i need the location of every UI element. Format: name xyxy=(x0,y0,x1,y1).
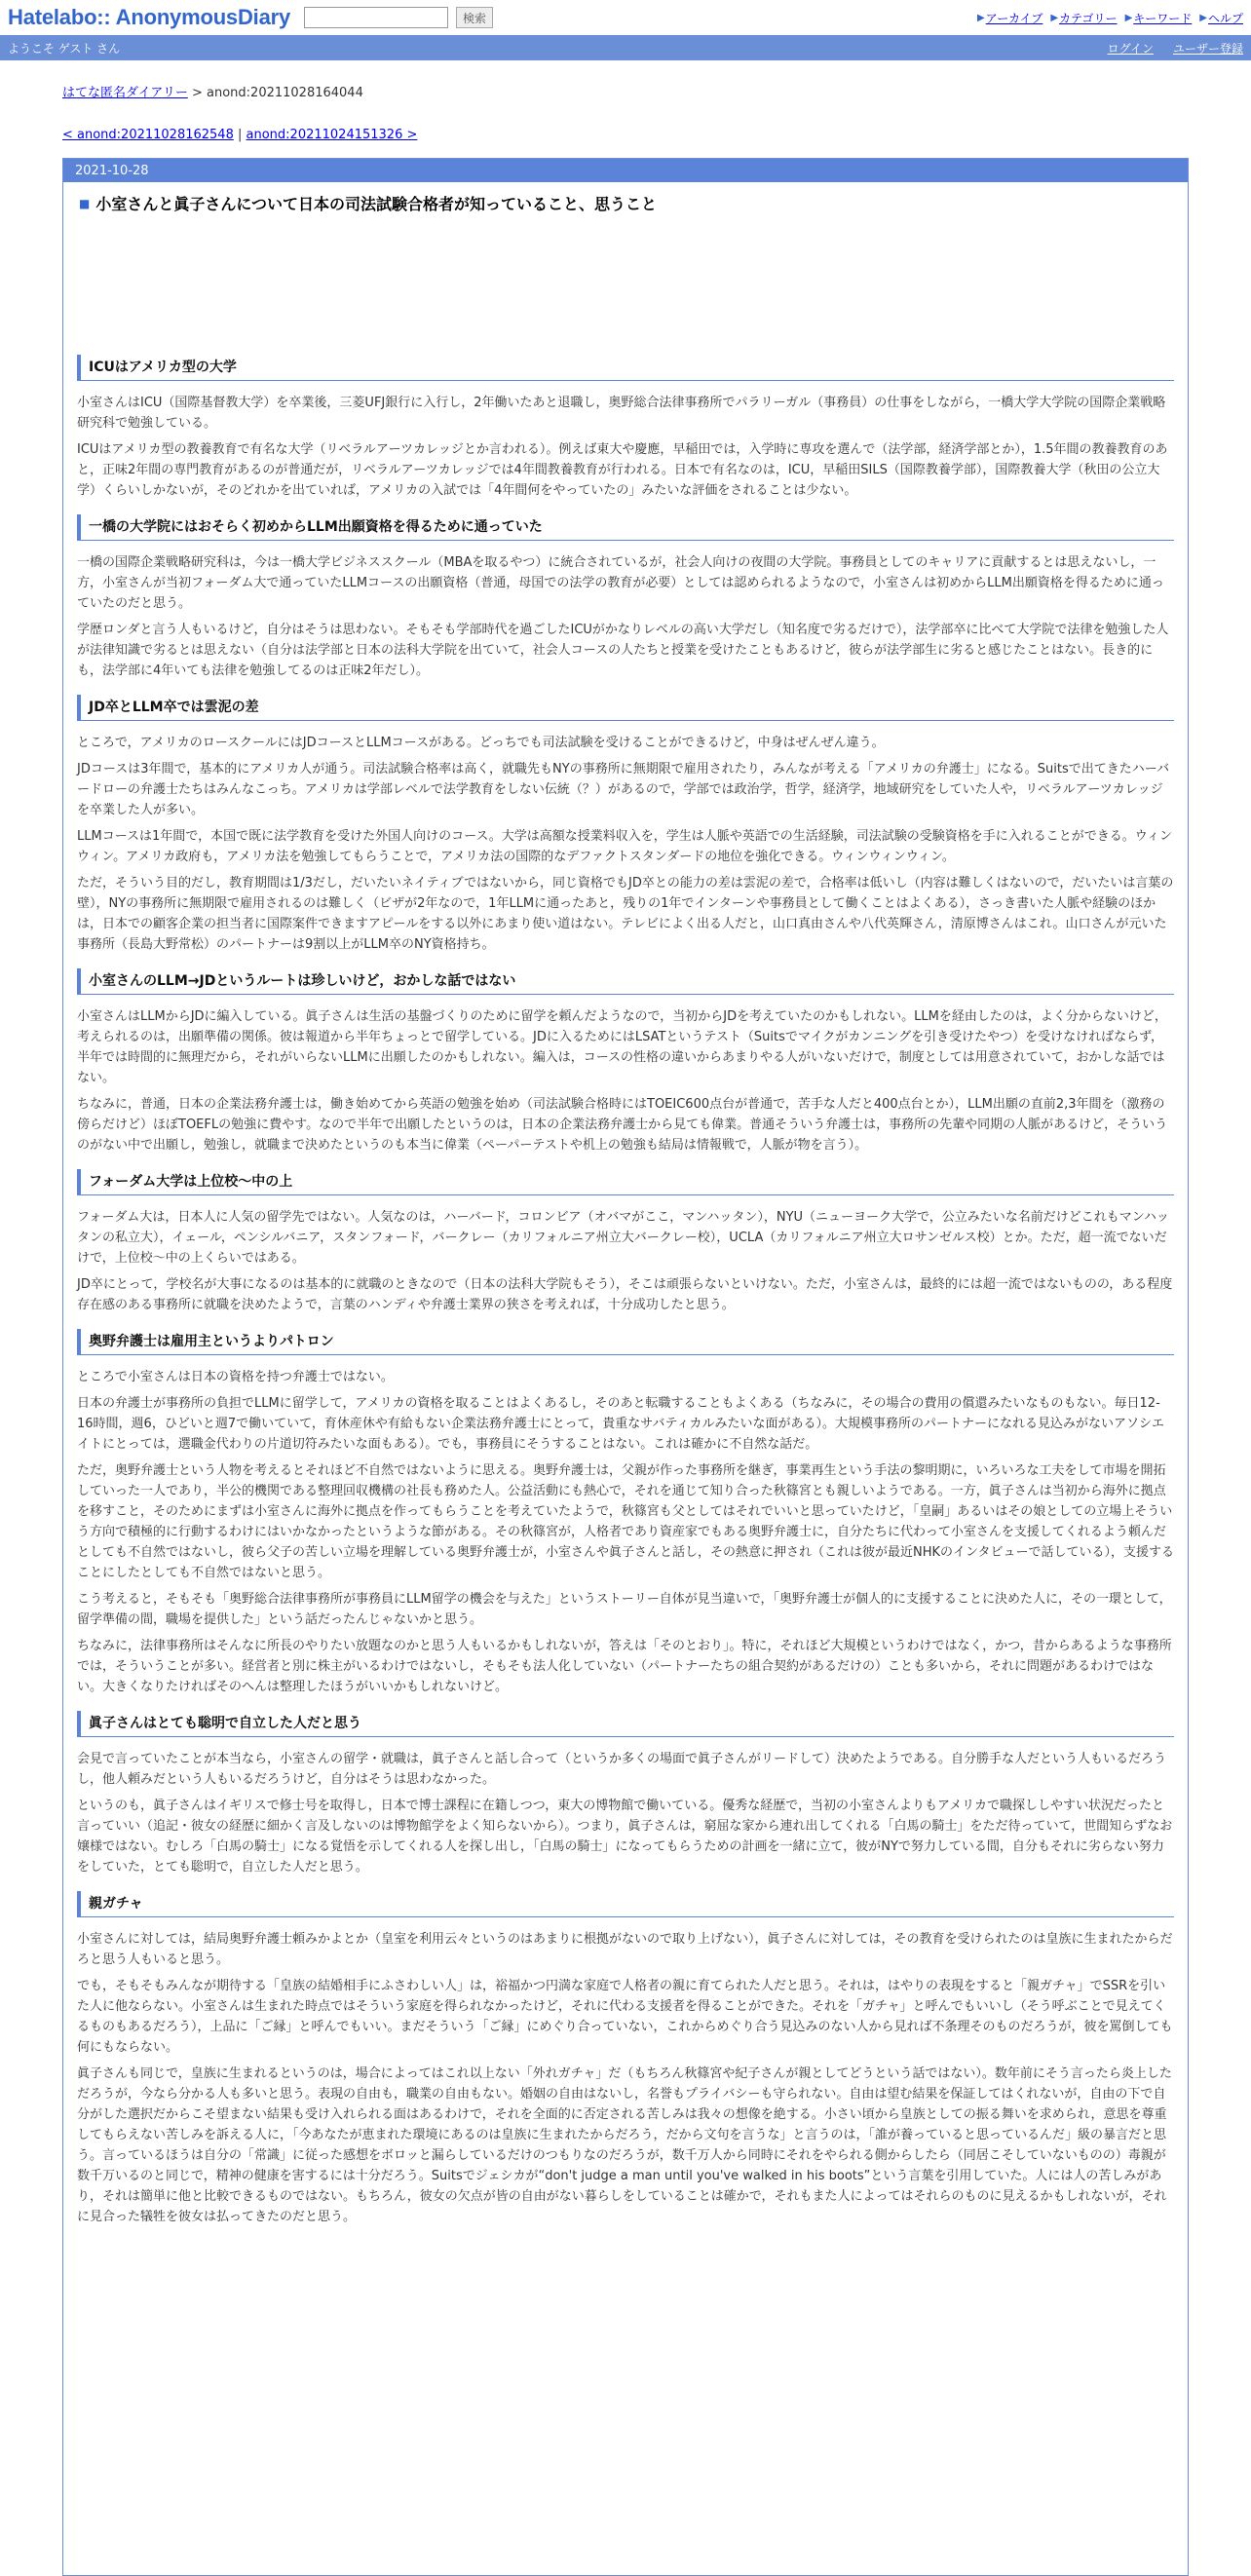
paragraph: ところで，アメリカのロースクールにはJDコースとLLMコースがある。どっちでも司法試験を受けることができるけど，中身はぜんぜん違う。 xyxy=(77,736,885,750)
paragraph: ところで小室さんは日本の資格を持つ弁護士ではない。 xyxy=(77,1370,394,1384)
nav-help[interactable] xyxy=(1199,10,1243,26)
breadcrumb-current: anond:20211028164044 xyxy=(207,86,363,100)
breadcrumb xyxy=(62,82,1251,100)
paragraph: LLMコースは1年間で，本国で既に法学教育を受けた外国人向けのコース。大学は高額な授業料収入を，学生は人脈や英語での生活経験，司法試験の受験資格を手に入れることができる。ウィンウィン。アメリカ政府も，アメリカ法を勉強してもらうことで，アメリカ法の国際的なデファクトスタンダードの地位を強化できる。ウィンウィンウィン。 xyxy=(77,829,1173,864)
paragraph: 会見で言っていたことが本当なら，小室さんの留学・就職は，眞子さんと話し合って（というか多くの場面で眞子さんがリードして）決めたようである。自分勝手な人だという人もいるだろうし，他人頼みだという人もいるだろうけど，自分はそうは思わなかった。 xyxy=(77,1752,1167,1787)
paragraph: フォーダム大は，日本人に人気の留学先ではない。人気なのは，ハーバード，コロンビア（オバマがここ，マンハッタン），NYU（ニューヨーク大学で，公立みたいな名前だけどこれもマンハッタンの私立大），イェール，ペンシルバニア，スタンフォード，バークレー（カリフォルニア州立大バークレー校），UCLA（カリフォルニア州立大ロサンゼルス校）とか。ただ，超一流でないだけで，上位校〜中の上くらいではある。 xyxy=(77,1210,1169,1266)
search-button[interactable]: 検索 xyxy=(456,7,493,28)
next-entry-link[interactable]: anond:20211024151326 > xyxy=(246,128,418,142)
login-link[interactable]: ログイン xyxy=(1107,41,1154,56)
paragraph: 小室さんに対しては，結局奥野弁護士頼みかよとか（皇室を利用云々というのはあまりに根拠がないので取り上げない），眞子さんに対しては，その教育を受けられたのは皇族に生まれたからだろと思う人もいると思う。 xyxy=(77,1932,1173,1967)
nav-keyword[interactable] xyxy=(1125,10,1193,26)
paragraph: 一橋の国際企業戦略研究科は，今は一橋大学ビジネススクール（MBAを取るやつ）に統合されているが，社会人向けの夜間の大学院。事務員としてのキャリアに貢献するとは思えないし，一方，小室さんが当初フォーダム大で通っていたLLMコースの出願資格（普通，母国での法学の教育が必要）としては認められるようなので，小室さんは初めからLLM出願資格を得るために通っていたのだと思う。 xyxy=(77,555,1164,611)
nav-archive-link[interactable]: アーカイブ xyxy=(985,11,1043,25)
section-heading: 奥野弁護士は雇用主というよりパトロン xyxy=(77,1329,1174,1355)
square-icon[interactable]: ■ xyxy=(79,196,91,210)
paragraph: ただ，そういう目的だし，教育期間は1/3だし，だいたいネイティブではないから，同じ資格でもJD卒との能力の差は雲泥の差で，合格率は低いし（内容は難しくはないので，だいたいは言葉の壁），NYの事務所に無期限で雇用されるのは難しく（ビザが2年なので，1年LLMに通ったあと，残りの1年でインターンや事務員として働くことはよくある），さっき書いた人脈や経験のほかは，日本での顧客企業の担当者に国際案件できますアピールをする以外にあまり使い道はない。テレビによく出る人だと，山口真由さんや八代英輝さん，清原博さんはこれ。山口さんが元いた事務所（長島大野常松）のパートナーは9割以上がLLM卒のNY資格持ち。 xyxy=(77,876,1174,952)
nav-help-link[interactable]: ヘルプ xyxy=(1207,11,1243,25)
paragraph: JD卒にとって，学校名が大事になるのは基本的に就職のときなので（日本の法科大学院もそう），そこは頑張らないといけない。ただ，小室さんは，最終的には超一流ではないものの，ある程度存在感のある事務所に就職を決めたようで，言葉のハンディや弁護士業界の狭さを考えれば，十分成功したと思う。 xyxy=(77,1277,1173,1312)
prev-entry-link[interactable]: < anond:20211028162548 xyxy=(62,128,234,142)
paragraph: 小室さんはLLMからJDに編入している。眞子さんは生活の基盤づくりのために留学を頼んだようなので，当初からJDを考えていたのかもしれない。LLMを経由したのは，よく分からないけど，考えられるのは，出願準備の関係。彼は報道から半年ちょっとで留学している。JDに入るためにはLSATというテスト（Suitsでマイクがカンニングを引き受けたやつ）を受けなければならず，半年では時間的に無理だから，それがいらないLLMに出願したのかもしれない。編入は，コースの性格の違いからあまりやる人がいないだけで，制度としては用意されていて，おかしな話ではない。 xyxy=(77,1009,1167,1085)
paragraph: 学歴ロンダと言う人もいるけど，自分はそうは思わない。そもそも学部時代を過ごしたICUがかなりレベルの高い大学だし（知名度で劣るだけで），法学部卒に比べて大学院で法律を勉強した人が法律知識で劣るとは思えない（自分は法学部と日本の法科大学院を出ていて，社会人コースの人たちと授業を受けたこともあるけど，彼らが法学部生に劣ると感じたことはない。長き的にも，法学部に4年いても法律を勉強してるのは正味2年だし）。 xyxy=(77,623,1169,678)
site-header xyxy=(0,0,1251,35)
entry-body xyxy=(63,182,1188,2227)
breadcrumb-separator: > xyxy=(187,86,208,100)
arrow-icon: ▶ xyxy=(1199,12,1207,23)
register-link[interactable]: ユーザー登録 xyxy=(1172,41,1243,56)
section-heading: 一橋の大学院にはおそらく初めからLLM出願資格を得るために通っていた xyxy=(77,514,1174,541)
section-heading: 小室さんのLLM→JDというルートは珍しいけど，おかしな話ではない xyxy=(77,968,1174,995)
pager-separator: | xyxy=(233,128,246,142)
nav-category[interactable] xyxy=(1050,10,1117,26)
site-logo[interactable]: Hatelabo:: AnonymousDiary xyxy=(8,5,291,29)
account-links xyxy=(1108,40,1243,57)
paragraph: 日本の弁護士が事務所の負担でLLMに留学して，アメリカの資格を取ることはよくあるし，そのあと転職することもよくある（ちなみに，その場合の費用の償還みたいなものもない。毎日12-16時間，週6，ひどいと週7で働いていて，育休産休や有給もない企業法務弁護士にとって，貴重なサバティカルみたいな面がある）。大規模事務所のパートナーになれる見込みがないアソシエイトにとっては，選職金代わりの片道切符みたいな面もある）。でも，事務員にそうすることはない。これは確かに不自然な話だ。 xyxy=(77,1396,1164,1452)
search-input[interactable] xyxy=(304,7,448,28)
entry-pager xyxy=(62,128,1251,142)
welcome-text: ようこそ ゲスト さん xyxy=(8,41,121,56)
paragraph: JDコースは3年間で，基本的にアメリカ人が通う。司法試験合格率は高く，就職先もNYの事務所に無期限で雇用されたり，みんなが考える「アメリカの弁護士」になる。Suitsで出てきたハーバードローの弁護士たちはみんなこっち。アメリカは学部レベルで法学教育をしない伝統（？）があるので，学部では政治学，哲学，経済学，地域研究をしていた人や，リベラルアーツカレッジを卒業した人が多い。 xyxy=(77,762,1170,817)
arrow-icon: ▶ xyxy=(1050,12,1059,23)
section-heading: フォーダム大学は上位校〜中の上 xyxy=(77,1169,1174,1195)
paragraph: というのも，眞子さんはイギリスで修士号を取得し，日本で博士課程に在籍しつつ，東大の博物館で働いている。優秀な経歴で，当初の小室さんよりもアメリカで職探ししやすい状況だったと言っていい（追記・彼女の経歴に細かく言及しないのは博物館学をよく知らないから）。つまり，眞子さんは，窮屈な家から連れ出してくれる「白馬の騎士」をただ待っていて，世間知らずなお嬢様ではない。むしろ「白馬の騎士」になる覚悟を示してくれる人を探し出し，「白馬の騎士」になってもらうための計画を一緒に立て，彼がNYで努力している間，自分もそれに劣らない努力をしていた，とても聡明で，自立した人だと思う。 xyxy=(77,1799,1173,1875)
paragraph: ちなみに，普通，日本の企業法務弁護士は，働き始めてから英語の勉強を始め（司法試験合格時にはTOEIC600点台が普通で，苦手な人だと400点台とか），LLM出願の直前2,3年間を（激務の傍らだけど）ほぼTOEFLの勉強に費やす。なので半年で出願したというのは，日本の企業法務弁護士から見ても偉業。普通そういう弁護士は，事務所の先輩や同期の人脈があるけど，そういうのがない中で出願し，勉強し，就職まで決めたというのも本当に偉業（ペーパーテストや机上の勉強も結局は情報戦で，人脈が物を言う）。 xyxy=(77,1097,1168,1153)
entry-sections xyxy=(77,355,1174,2227)
diary-day xyxy=(62,158,1189,2576)
day-date: 2021-10-28 xyxy=(63,159,1188,182)
blank-space xyxy=(77,214,1174,341)
paragraph: ただ，奥野弁護士という人物を考えるとそれほど不自然ではないように思える。奥野弁護士は，父親が作った事務所を継ぎ，事業再生という手法の黎明期に，いろいろな工夫をして市場を開拓していった一人であり，半公的機関である整理回収機構の社長も務めた人。公益活動にも熱心で，それを通じて知り合った秋篠宮とも親しいようである。一方，眞子さんは当初から海外に拠点を移すこと，そのためにまずは小室さんに海外に拠点を作ってもらうことを考えていたようで，秋篠宮も父としてはそれでいいと思っていたけど，「皇嗣」あるいはその娘としての立場上そういう方向で積極的に行動するわけにはいかなかったというような節がある。その秋篠宮が，人格者であり資産家でもある奥野弁護士に，自分たちに代わって小室さんを支援してくれるよう頼んだとしても不自然ではないし，彼ら父子の苦しい立場を理解している奥野弁護士が，小室さんや眞子さんと話し，その熱意に押され（これは彼が最近NHKのインタビューで話している），支援することにしたとしても不自然ではないと思う。 xyxy=(77,1463,1175,1580)
nav-archive[interactable] xyxy=(977,10,1042,26)
section-heading: ICUはアメリカ型の大学 xyxy=(77,355,1174,381)
paragraph: ICUはアメリカ型の教養教育で有名な大学（リベラルアーツカレッジとか言われる）。例えば東大や慶應，早稲田では，入学時に専攻を選んで（法学部，経済学部とか），1.5年間の教養教育のあと，正味2年間の専門教育があるのが普通だが，リベラルアーツカレッジでは4年間教養教育が行われる。日本で有名なのは，ICU，早稲田SILS（国際教養学部），国際教養大学（秋田の公立大学）くらいしかないが，そのどれかを出ていれば，アメリカの入試では「4年間何をやっていたの」みたいな評価をされることは少ない。 xyxy=(77,442,1168,498)
paragraph: こう考えると，そもそも「奥野総合法律事務所が事務員にLLM留学の機会を与えた」というストーリー自体が見当違いで，「奥野弁護士が個人的に支援することに決めた人に，その一環として，留学準備の間，職場を提供した」という話だったんじゃないかと思う。 xyxy=(77,1592,1172,1627)
section-heading: 親ガチャ xyxy=(77,1891,1174,1917)
paragraph: ちなみに，法律事務所はそんなに所長のやりたい放題なのかと思う人もいるかもしれないが，答えは「そのとおり」。特に，それほど大規模というわけではなく，かつ，昔からあるような事務所では，そういうことが多い。経営者と別に株主がいるわけではないし，そもそも法人化していない（パートナーたちの組合契約があるだけの）ことも多いから，それに問題があるわけではない。大きくなりたければそのへんは整理したほうがいいかもしれないけど。 xyxy=(77,1639,1172,1694)
entry-title xyxy=(77,192,1174,214)
nav-keyword-link[interactable]: キーワード xyxy=(1133,11,1193,25)
section-heading: JD卒とLLM卒では雲泥の差 xyxy=(77,695,1174,721)
top-nav xyxy=(977,10,1243,26)
arrow-icon: ▶ xyxy=(976,12,985,23)
paragraph: 眞子さんも同じで，皇族に生まれるというのは，場合によってはこれ以上ない「外れガチャ」だ（もちろん秋篠宮や紀子さんが親としてどうという話ではない）。数年前にそう言ったら炎上しただろうが，今なら分かる人も多いと思う。表現の自由も，職業の自由もない。婚姻の自由はないし，名誉もプライバシーも守られない。自由は望む結果を保証してはくれないが，自由の下で自分がした選択だからこそ望まない結果も受け入れられる面はあるわけで，それを全面的に否定される苦しみは我々の想像を絶する。小さい頃から皇族としての振る舞いを求められ，意思を尊重してもらえない苦しみを訴える人に，「今あなたが恵まれた環境にあるのは皇族に生まれたからだろう，だから文句を言うな」と言うのは，「誰が養っていると思っているんだ」級の暴言だと思う。言っているほうは自分の「常識」に従った感想をボロッと漏らしているだけのつもりなのだろうが，数千万人から同時にそれをやられる側からしたら（同居こそしていないものの）毒親が数千万いるのと同じで，精神の健康を害するには十分だろう。Suitsでジェシカが“don't judge a man until you've walked in his boots”という言葉を引用していた。人には人の苦しみがあり，それは簡単に他と比較できるものではない。もちろん，彼女の欠点が皆の自由がない暮らしをしていることは確かで，それもまた人によってはそれらのものに見えるかもしれないが，それに見合った犠牲を彼女は払ってきたのだと思う。 xyxy=(77,2066,1172,2224)
breadcrumb-home-link[interactable]: はてな匿名ダイアリー xyxy=(62,86,188,100)
nav-category-link[interactable]: カテゴリー xyxy=(1059,11,1118,25)
search-form xyxy=(304,7,493,28)
section-heading: 眞子さんはとても聡明で自立した人だと思う xyxy=(77,1711,1174,1737)
paragraph: 小室さんはICU（国際基督教大学）を卒業後，三菱UFJ銀行に入行し，2年働いたあと退職し，奥野総合法律事務所でパラリーガル（事務員）の仕事をしながら，一橋大学大学院の国際企業戦略研究科で勉強している。 xyxy=(77,396,1166,431)
entry-title-text: 小室さんと眞子さんについて日本の司法試験合格者が知っていること、思うこと xyxy=(95,195,658,213)
arrow-icon: ▶ xyxy=(1124,12,1133,23)
user-bar xyxy=(0,35,1251,60)
paragraph: でも，そもそもみんなが期待する「皇族の結婚相手にふさわしい人」は，裕福かつ円満な家庭で人格者の親に育てられた人だと思う。それは，はやりの表現をすると「親ガチャ」でSSRを引いた人に他ならない。小室さんは生まれた時点ではそういう家庭を得られなかったけど，それに代わる支援者を得ることができた。それを「ガチャ」と呼んでもいいし（そう呼ぶことで見えてくるものもあるだろう），上品に「ご縁」と呼んでもいい。まだそういう「ご縁」にめぐり合っていない，これからめぐり合う見込みのない人から見れば不条理そのものだろうが，彼を罵倒しても何にもならない。 xyxy=(77,1979,1173,2055)
